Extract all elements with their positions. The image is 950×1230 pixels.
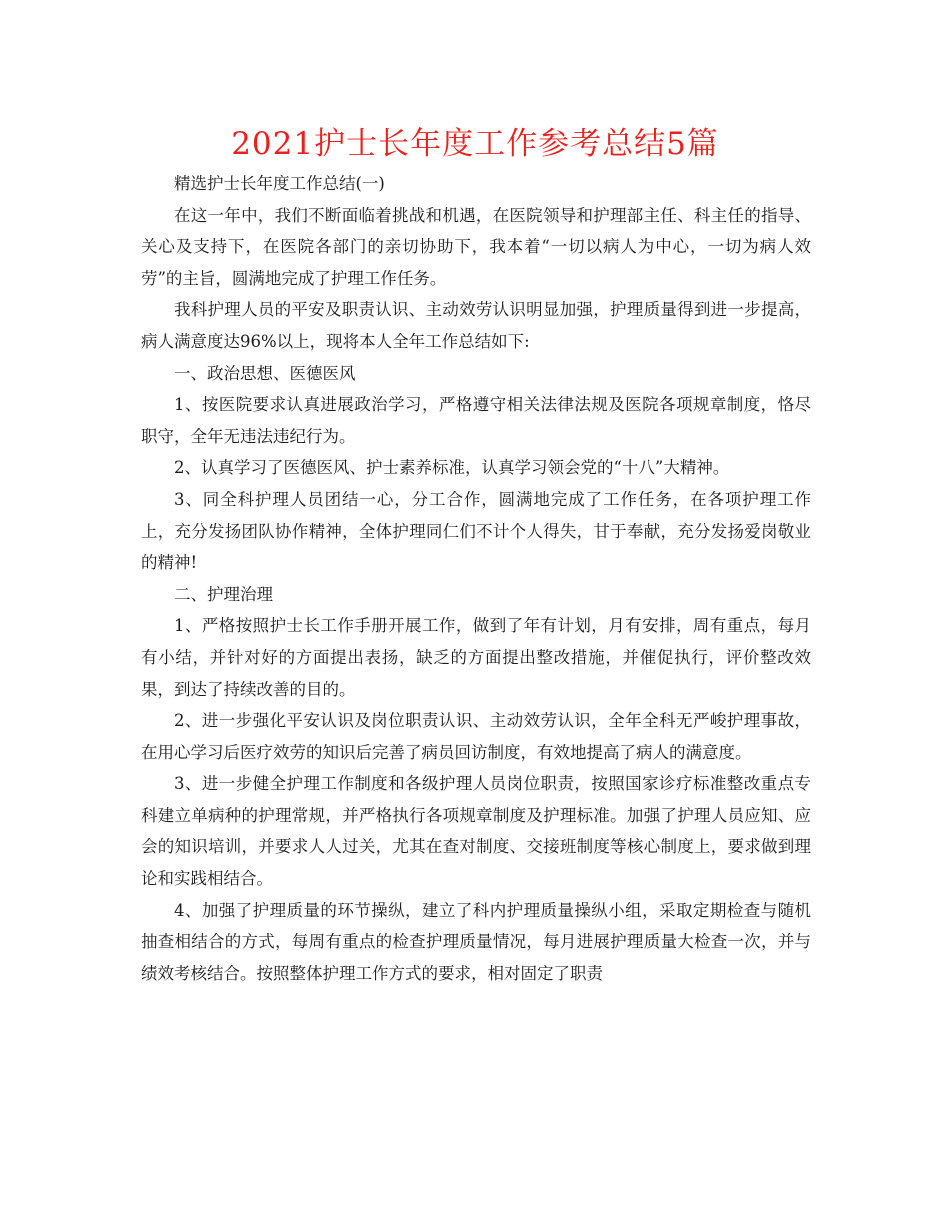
body-paragraph: 2、认真学习了医德医风、护士素养标准，认真学习领会党的“十八”大精神。	[174, 458, 730, 478]
document-body	[141, 168, 811, 989]
document-title: 2021护士长年度工作参考总结5篇	[231, 126, 719, 162]
body-paragraph: 1、严格按照护士长工作手册开展工作，做到了年有计划，月有安排，周有重点，每月有小结，并针对好的方面提出表扬，缺乏的方面提出整改措施，并催促执行，评价整改效果，到达了持续改善的目的。	[141, 616, 811, 699]
body-paragraph: 2、进一步强化平安认识及岗位职责认识、主动效劳认识，全年全科无严峻护理事故，在用心学习后医疗效劳的知识后完善了病员回访制度，有效地提高了病人的满意度。	[141, 711, 811, 762]
body-paragraph: 3、同全科护理人员团结一心，分工合作，圆满地完成了工作任务，在各项护理工作上，充分发扬团队协作精神，全体护理同仁们不计个人得失，甘于奉献，充分发扬爱岗敬业的精神!	[141, 489, 811, 573]
section-heading: 一、政治思想、医德医风	[174, 363, 356, 383]
body-paragraph: 在这一年中，我们不断面临着挑战和机遇，在医院领导和护理部主任、科主任的指导、关心及支持下，在医院各部门的亲切协助下，我本着“一切以病人为中心，一切为病人效劳”的主旨，圆满地完成了护理工作任务。	[141, 205, 811, 288]
body-paragraph: 我科护理人员的平安及职责认识、主动效劳认识明显加强，护理质量得到进一步提高，病人满意度达96%以上，现将本人全年工作总结如下:	[141, 300, 811, 351]
body-paragraph: 3、进一步健全护理工作制度和各级护理人员岗位职责，按照国家诊疗标准整改重点专科建立单病种的护理常规，并严格执行各项规章制度及护理标准。加强了护理人员应知、应会的知识培训，并要求人人过关，尤其在查对制度、交接班制度等核心制度上，要求做到理论和实践相结合。	[141, 774, 811, 889]
subtitle-paragraph: 精选护士长年度工作总结(一)	[174, 174, 385, 193]
section-heading: 二、护理治理	[174, 584, 273, 604]
body-paragraph: 1、按医院要求认真进展政治学习，严格遵守相关法律法规及医院各项规章制度，恪尽职守，全年无违法违纪行为。	[141, 395, 811, 446]
body-paragraph: 4、加强了护理质量的环节操纵，建立了科内护理质量操纵小组，采取定期检查与随机抽查相结合的方式，每周有重点的检查护理质量情况，每月进展护理质量大检查一次，并与绩效考核结合。按照整体护理工作方式的要求，相对固定了职责	[141, 900, 811, 983]
